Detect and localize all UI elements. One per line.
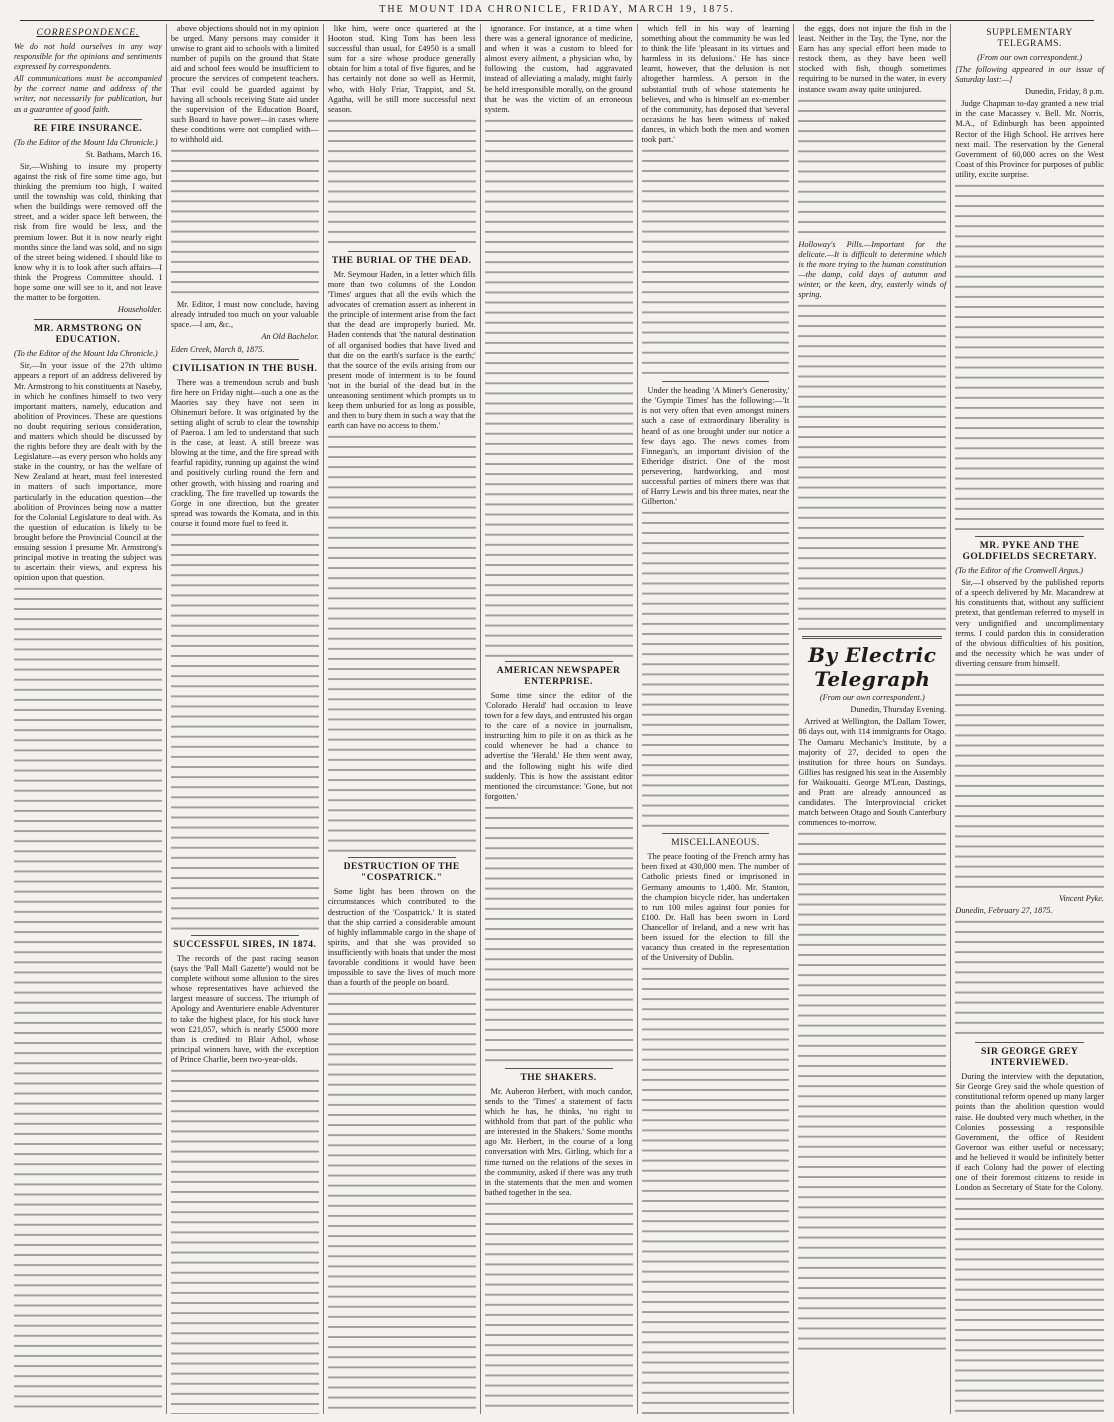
article-body: Under the heading 'A Miner's Generosity,' the 'Gympie Times' has the following:—'It is not very often that even amongst miners such a case of extraordinary liberality is heard of as one brought under our notice a few days ago. The news comes from Finnegan's, an important division of the Etheridge district. One of the most persevering, hardworking, and most successful parties of miners there was that of Harry Lewis and his three mates, near the Gilberton.' [641,386,790,507]
addressed-to: (To the Editor of the Mount Ida Chronicle.) [14,137,158,147]
text-continuation [955,182,1104,532]
text-continuation [485,117,633,657]
signature: Vincent Pyke. [1058,893,1104,903]
article-body: Judge Chapman to-day granted a new trial in the case Macassey v. Bell. Mr. Norris, M.A., of Edinburgh has been appointed Rector of the High School. He arrives here next mail. The reservation by the General Government of 60,000 acres on the West Coast of this Province for purposes of public utility, excite surprise. [955,99,1104,179]
column-2 [167,24,324,1414]
text-continuation [14,585,162,1414]
text-continuation [171,1067,319,1414]
article-body: Mr. Seymour Haden, in a letter which fills more than two columns of the London 'Times' argues that all the evils which the advocates of cremation assert as inherent in the principle of interment arise from the fact that the dead are improperly buried. Mr. Haden contends that 'the natural destination of all organised bodies that have lived and that die on the earth's surface is the earth;' that the source of the evils arising from our present mode of interment is to be found 'not in the burial of the dead but in the unreasoning sentiment which prompts us to keep them unburied for as long as possible, and then to bury them in such a way that the earth can have no access to them.' [327,269,476,431]
article-body: ignorance. For instance, at a time when there was a general ignorance of medicine, and when it was a custom to bleed for almost every ailment, a physician who, by following the custom, had aggravated instead of alleviating a malady, might fairly be held irresponsible morally, on the ground that he was the victim of an erroneous system. [484,24,633,114]
article-body: The records of the past racing season (says the 'Pall Mall Gazette') would not be complete without some allusion to the sires whose representatives have achieved the largest measure of success. The triumph of Apology and Aventuriere enable Adventurer to take the highest place, for his stock have won £21,057, which is nearly £5000 more than is credited to Blair Athol, whose principal winners have, with the exception of Prince Charlie, been two-year-olds. [170,954,319,1064]
article-body: the eggs, does not injure the fish in the least. Neither in the Tay, the Tyne, nor the Earn has any special effort been made to restock them, as they have been well stocked with fish, though sometimes requiring to be nursed in the water, in every instance swam away quite uninjured. [798,24,947,94]
article-title: AMERICAN NEWSPAPER ENTERPRISE. [496,665,621,687]
text-continuation [485,1200,633,1414]
text-continuation [642,147,790,377]
divider [505,1068,613,1069]
text-continuation [955,1195,1104,1414]
text-continuation [955,918,1104,1038]
article-body: Some light has been thrown on the circumstances which contributed to the destruction of the 'Cospatrick.' It is stated that the ship carried a considerable amount of highly inflammable cargo in the shape of spirits, and that she was provided so insufficiently with boats that under the most favorable conditions it would have been impossible to save the lives of much more than a fourth of the people on board. [327,887,476,988]
article-title: MR. ARMSTRONG ON EDUCATION. [34,324,142,346]
article-body: Sir,—Wishing to insure my property against the risk of fire some time ago, but thinking the premium too high, I waited until the township was cold, thinking that when the buildings were removed off the street, and a wider space left between, the risk from fire would be less, and the premium lower. But it is now nearly eight months since the land was sold, and no sign of the street being widened. I should like to know why it is to look after such affairs—I think the Progress Committee should. I hope some one will see to it, and not leave the matter to be forgotten. [14,161,162,303]
article-body: During the interview with the deputation, Sir George Grey said the whole question of constitutional reform opened up many larger points than the abolition question would raise. He doubted very much whether, in the Colonies possessing a responsible Government, the office of Resident Governor was either useful or necessary; and he believed it would be infinitely better if each Colony had the power of electing one of their foremost citizens to reside in London as Secretary of State for the Colony. [955,1072,1104,1193]
columns [10,24,1108,1416]
advertisement: Holloway's Pills.—Important for the delicate.—It is difficult to determine which is the more trying to the human constitution—the damp, cold days of autumn and winter, or the keen, dry, easterly winds of spring. [798,239,947,300]
divider [975,536,1084,537]
dateline: Dunedin, Friday, 8 p.m. [1025,87,1104,97]
telegraph-subtitle: (From our own correspondent.) [819,693,925,703]
divider [975,1042,1084,1043]
article-body: The peace footing of the French army has been fixed at 430,000 men. The number of Catholic priests fined or imprisoned in Germany amounts to 1,400. Mr. Stanton, the champion bicycle rider, has undertaken to run 100 miles against four ponies for £100. Dr. Hall has been sworn in Lord Chancellor of Ireland, and a new writ has been issued for the election to fill the vacancy thus created in the representation of the University of Dublin. [641,852,790,963]
column-3 [324,24,481,1414]
article-body: There was a tremendous scrub and bush fire here on Friday night—such a one as the Maories say they have not seen in Ohinemuri before. It was originated by the setting alight of scrub to clear the township of Paeroa. I am led to understand that such is the case, at least. A still breeze was blowing at the time, and the fire spread with fearful rapidity, running up against the wind and positively curling round the fern and other growth, with hissing and roaring and crackling. The fire travelled up towards the Gorge in one direction, but the greater spread was towards the Komata, and in this course it found more fuel to feed it. [170,377,319,528]
article-title: MR. PYKE AND THE GOLDFIELDS SECRETARY. [962,541,1097,563]
addressed-to: (To the Editor of the Mount Ida Chronicle.) [14,349,158,359]
divider [505,661,613,662]
article-title: MISCELLANEOUS. [671,838,760,849]
signature: Householder. [117,305,162,315]
article-title: SUPPLEMENTARY TELEGRAMS. [986,28,1073,49]
dateline: Eden Creek, March 8, 1875. [170,344,265,354]
notice: All communications must be accompanied by the correct name and address of the writer, not necessarily for publication, but as a guarantee of good faith. [14,74,162,114]
article-body: Sir,—I observed by the published reports of a speech delivered by Mr. Macandrew at his constituents that, without any sufficient pretext, that gentleman referred to myself in very undignified and uncomplimentary terms. I could pardon this in consideration of the obvious difficulties of his position, and the necessity which he was under of diverting censure from himself. [955,578,1104,668]
divider [802,636,942,639]
article-title: DESTRUCTION OF THE "COSPATRICK." [343,862,460,884]
dateline: Dunedin, February 27, 1875. [955,906,1053,916]
column-5 [638,24,795,1414]
text-continuation [642,509,790,829]
article-title: SIR GEORGE GREY INTERVIEWED. [980,1047,1079,1069]
text-continuation [798,97,946,237]
divider [662,833,770,834]
divider [348,857,456,858]
article-title: THE BURIAL OF THE DEAD. [331,255,472,266]
article-title: RE FIRE INSURANCE. [33,123,143,134]
article-body: Arrived at Wellington, the Dallam Tower, 86 days out, with 114 immigrants for Otago. The Oamaru Mechanic's Institute, by a majority of 27, decided to open the institution for three hours on Sundays. Gillies has resigned his seat in the Assembly for Waikouaiti. George M'Lean, Dastings, and Pratt are already announced as candidates. The Interprovincial cricket match between Otago and South Canterbury commences to-morrow. [798,717,947,828]
masthead: THE MOUNT IDA CHRONICLE, FRIDAY, MARCH 19, 1875. [20,4,1094,21]
section-title: CORRESPONDENCE. [36,28,140,38]
text-continuation [485,804,633,1064]
divider [191,935,299,936]
text-continuation [955,671,1104,891]
article-body: Mr. Editor, I must now conclude, having already intruded too much on your valuable space.—I am, &c., [170,300,319,330]
article-body: like him, were once quartered at the Hooton stud. King Tom has been less successful than usual, for £4950 is a small sum for a sire whose produce generally obtain for him a total of five figures, and he has certainly not done so well as Hermit, who, with Holy Friar, Trappist, and St. Agatha, will be still more successful next season. [327,24,476,114]
divider [34,119,142,120]
article-body: above objections should not in my opinion be urged. Many persons may consider it unwise to grant aid to schools with a limited number of pupils on the ground that State aid and school fees would be insufficient to procure the services of competent teachers. That evil could be guarded against by having all schools receiving State aid under the supervision of the Education Board, such Board to have power—in cases where these conditions were not complied with—to withhold aid. [170,24,319,145]
divider [348,251,456,252]
article-body: Mr. Auberon Herbert, with much candor, sends to the 'Times' a statement of facts which he has, he thinks, 'no right to withhold from that part of the public who are interested in the Shakers.' Some months ago Mr. Herbert, in the course of a long conversation with Mrs. Girling, which for a time turned on the relations of the sexes in the community, asked if there was any truth in the statements that the men and women bathed together in the sea. [484,1086,633,1197]
column-7 [951,24,1108,1414]
supplement-subtitle: (From our own correspondent.) [977,53,1083,62]
dateline: St. Bathans, March 16. [85,149,162,159]
article-title: CIVILISATION IN THE BUSH. [172,363,318,374]
article-title: THE SHAKERS. [520,1072,597,1083]
signature: An Old Bachelor. [261,332,319,342]
editor-note: [The following appeared in our issue of Saturday last:—] [955,65,1104,85]
telegraph-banner: By Electric Telegraph [808,643,937,692]
text-continuation [171,147,319,297]
divider [191,359,299,360]
addressed-to: (To the Editor of the Cromwell Argus.) [955,566,1084,576]
text-continuation [798,830,946,1350]
article-body: Sir,—In your issue of the 27th ultimo appears a report of an address delivered by Mr. Armstrong to his constituents at Naseby, in which he confines himself to two very important matters, namely, education and abolition of Provinces. These are questions no doubt requiring serious consideration, and matters which should be discussed by the rights before they are dealt with by the Legislature—as every person who holds any stake in the country, or has the welfare of New Zealand at heart, must feel interested in matters of such importance, more particularly in the education question—the abolition of Provinces being now a matter for the Colonial Legislature to deal with. As the question of education is likely to be brought before the Provincial Council at the ensuing session I presume Mr. Armstrong's principal motive in treating the subject was to ascertain their views, and express his opinion upon that question. [14,361,162,583]
divider [34,319,142,320]
column-1 [10,24,167,1414]
article-body: which fell in his way of learning something about the community he was led to think the life 'pleasant in its virtues and harmless in its delusions.' He has since learnt, however, that the delusion is not altogether harmless. A person in the substantial truth of whose statements he believes, and who is himself an ex-member of the community, has deposed that 'several occasions he has been witness of naked dances, in which both the men and women took part.' [641,24,790,145]
dateline: Dunedin, Thursday Evening. [850,705,947,715]
article-title: SUCCESSFUL SIRES, IN 1874. [173,940,317,950]
text-continuation [171,531,319,931]
text-continuation [328,117,476,247]
notice: We do not hold ourselves in any way responsible for the opinions and sentiments expressed by correspondents. [14,42,162,72]
column-4 [481,24,638,1414]
text-continuation [328,990,476,1414]
column-6 [794,24,951,1414]
article-body: Some time since the editor of the 'Colorado Herald' had occasion to leave town for a few days, and entrusted his organ to the care of a novice in journalism, instructing him to pile it on as thick as he could whenever he had a chance to advertise the 'Herald.' He then went away, and the following night his wife died suddenly. This is how the assistant editor mentioned the circumstance: 'Gone, but not forgotten.' [484,690,633,801]
text-continuation [642,965,790,1414]
text-continuation [798,302,946,632]
text-continuation [328,433,476,853]
divider [662,381,770,382]
